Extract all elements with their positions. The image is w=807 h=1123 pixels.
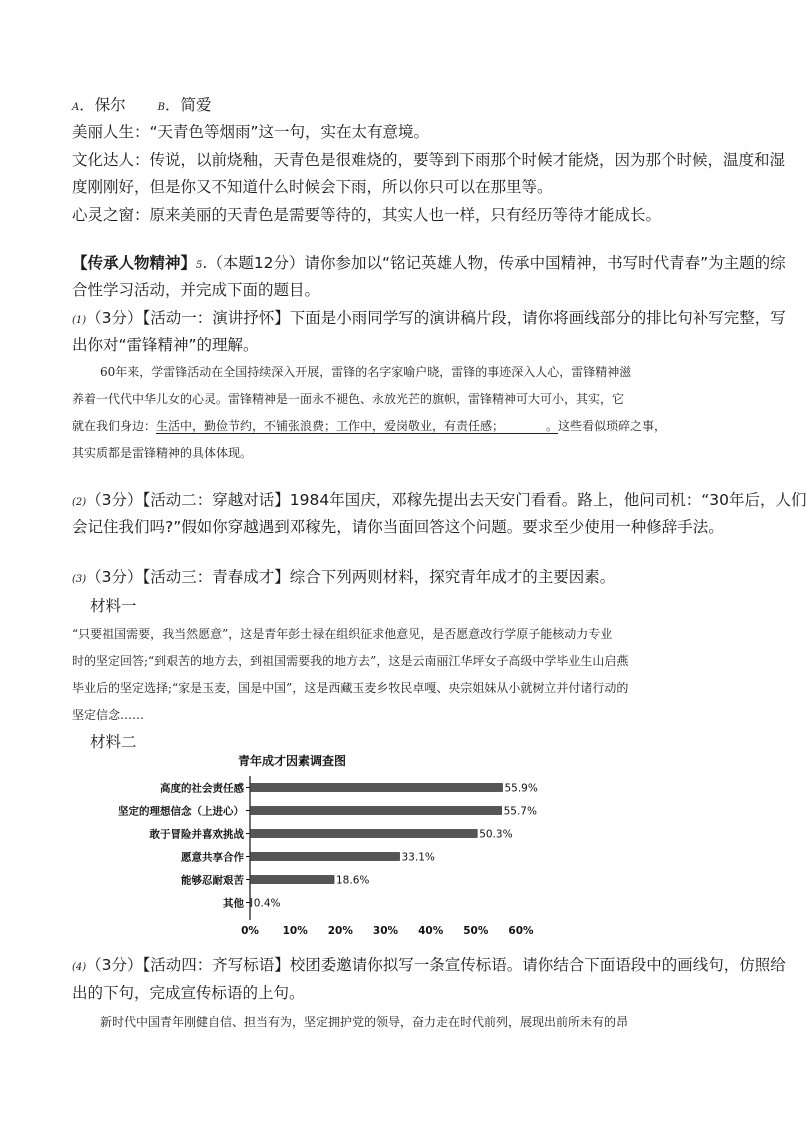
question-5-line: 合性学习活动，并完成下面的题目。 bbox=[72, 281, 321, 299]
option-b-letter: B bbox=[157, 102, 165, 113]
x-tick-label: 10% bbox=[282, 925, 308, 937]
category-label: 高度的社会责任感 bbox=[160, 782, 244, 795]
x-tick-label: 20% bbox=[327, 925, 353, 937]
question-5-text: .（本题12分）请你参加以“铭记英雄人物，传承中国精神，书写时代青春”为主题的综 bbox=[202, 254, 786, 272]
subquestion-4-text: （3分）【活动四：齐写标语】校团委邀请你拟写一条宣传标语。请你结合下面语段中的画线句，仿照给 bbox=[86, 956, 786, 974]
subquestion-4 bbox=[72, 955, 786, 978]
value-label: 18.6% bbox=[336, 874, 370, 887]
question-5-tag: 【传承人物精神】 bbox=[72, 254, 197, 272]
subquestion-3-number: (3) bbox=[72, 574, 87, 585]
question-5-heading bbox=[72, 253, 786, 276]
category-label: 敢于冒险并喜欢挑战 bbox=[149, 828, 244, 841]
category-label: 其他 bbox=[223, 897, 244, 910]
material-1-line: 坚定信念…… bbox=[72, 708, 145, 722]
speech-line: 其实质都是雷锋精神的具体体现。 bbox=[72, 446, 253, 460]
category-label: 能够忍耐艰苦 bbox=[181, 874, 244, 887]
dialog-line: 文化达人：传说，以前烧釉，天青色是很难烧的，要等到下雨那个时候才能烧，因为那个时候，温度和湿 bbox=[72, 151, 786, 169]
bar bbox=[250, 876, 334, 884]
value-label: 55.7% bbox=[503, 805, 537, 818]
survey-bar-chart bbox=[92, 752, 552, 937]
dialog-line: 度刚刚好，但是你又不知道什么时候会下雨，所以你只可以在那里等。 bbox=[72, 178, 553, 196]
speech-text: 这些看似琐碎之事， bbox=[558, 419, 667, 433]
option-b-text: 简爱 bbox=[180, 96, 212, 114]
x-tick-label: 60% bbox=[508, 925, 534, 937]
value-label: 33.1% bbox=[401, 851, 435, 864]
subquestion-3-text: （3分）【活动三：青春成才】综合下列两则材料，探究青年成才的主要因素。 bbox=[86, 568, 616, 586]
dialog-line: 心灵之窗：原来美丽的天青色是需要等待的，其实人也一样，只有经历等待才能成长。 bbox=[72, 206, 662, 224]
speech-text: 就在我们身边： bbox=[72, 419, 157, 433]
speech-line: 养着一代代中华儿女的心灵。雷锋精神是一面永不褪色、永放光芒的旗帜，雷锋精神可大可小，其实，它 bbox=[72, 392, 625, 406]
dialog-line: 美丽人生：“天青色等烟雨”这一句，实在太有意境。 bbox=[72, 123, 430, 141]
answer-blank: 。 bbox=[498, 419, 559, 433]
option-a-text: 保尔 bbox=[94, 96, 126, 114]
material-2-title: 材料二 bbox=[90, 733, 137, 751]
material-1-line: “只要祖国需要，我当然愿意”，这是青年彭士禄在组织征求他意见，是否愿意改行学原子能核动力专业 bbox=[72, 627, 613, 641]
subquestion-2-number: (2) bbox=[72, 497, 87, 508]
x-tick-label: 30% bbox=[372, 925, 399, 937]
subquestion-3 bbox=[72, 567, 615, 590]
bar bbox=[250, 853, 400, 861]
material-1-title: 材料一 bbox=[90, 597, 137, 615]
x-tick-label: 40% bbox=[418, 925, 444, 937]
subquestion-2-line: 会记住我们吗?”假如你穿越遇到邓稼先，请你当面回答这个问题。要求至少使用一种修辞手法。 bbox=[72, 518, 724, 536]
subquestion-1-text: （3分）【活动一：演讲抒怀】下面是小雨同学写的演讲稿片段，请你将画线部分的排比句补写完整，写 bbox=[86, 309, 786, 327]
value-label: 55.9% bbox=[504, 782, 538, 795]
chart-title: 青年成才因素调查图 bbox=[237, 754, 347, 768]
subquestion-4-number: (4) bbox=[72, 962, 87, 973]
subquestion-1 bbox=[72, 308, 786, 331]
options-line: A．保尔 B．简爱 bbox=[72, 96, 212, 114]
subquestion-1-number: (1) bbox=[72, 315, 87, 326]
bar bbox=[250, 899, 252, 907]
x-tick-label: 50% bbox=[463, 925, 489, 937]
bar bbox=[250, 807, 502, 815]
value-label: 0.4% bbox=[253, 897, 281, 910]
category-label: 愿意共享合作 bbox=[181, 851, 244, 864]
speech-line-blank bbox=[72, 416, 666, 436]
subquestion-4-line: 出的下句，完成宣传标语的上句。 bbox=[72, 984, 305, 1002]
option-a-letter: A bbox=[72, 102, 80, 113]
subquestion-2-text: （3分）【活动二：穿越对话】1984年国庆，邓稼先提出去天安门看看。路上，他问司机：“30年后，人们 bbox=[86, 491, 807, 509]
category-label: 坚定的理想信念（上进心） bbox=[118, 805, 244, 818]
x-tick-label: 0% bbox=[241, 925, 259, 937]
material-1-line: 毕业后的坚定选择;“家是玉麦，国是中国”，这是西藏玉麦乡牧民卓嘎、央宗姐妹从小就树立并付诸行动的 bbox=[72, 681, 629, 695]
subquestion-1-line: 出你对“雷锋精神”的理解。 bbox=[72, 336, 259, 354]
passage-line: 新时代中国青年刚健自信、担当有为，坚定拥护党的领导，奋力走在时代前列，展现出前所未有的昂 bbox=[100, 1015, 629, 1029]
subquestion-2 bbox=[72, 490, 807, 513]
question-5-number: 5 bbox=[196, 260, 203, 271]
bar bbox=[250, 784, 502, 792]
material-1-line: 时的坚定回答;“到艰苦的地方去，到祖国需要我的地方去”，这是云南丽江华坪女子高级中学毕业生山启燕 bbox=[72, 654, 629, 668]
value-label: 50.3% bbox=[479, 828, 513, 841]
underlined-parallel-sentence: 生活中，勤俭节约，不铺张浪费；工作中，爱岗敬业，有责任感； bbox=[156, 419, 499, 433]
bar bbox=[250, 830, 477, 838]
speech-line: 60年来，学雷锋活动在全国持续深入开展，雷锋的名字家喻户晓，雷锋的事迹深入人心，雷锋精神滋 bbox=[100, 365, 632, 379]
